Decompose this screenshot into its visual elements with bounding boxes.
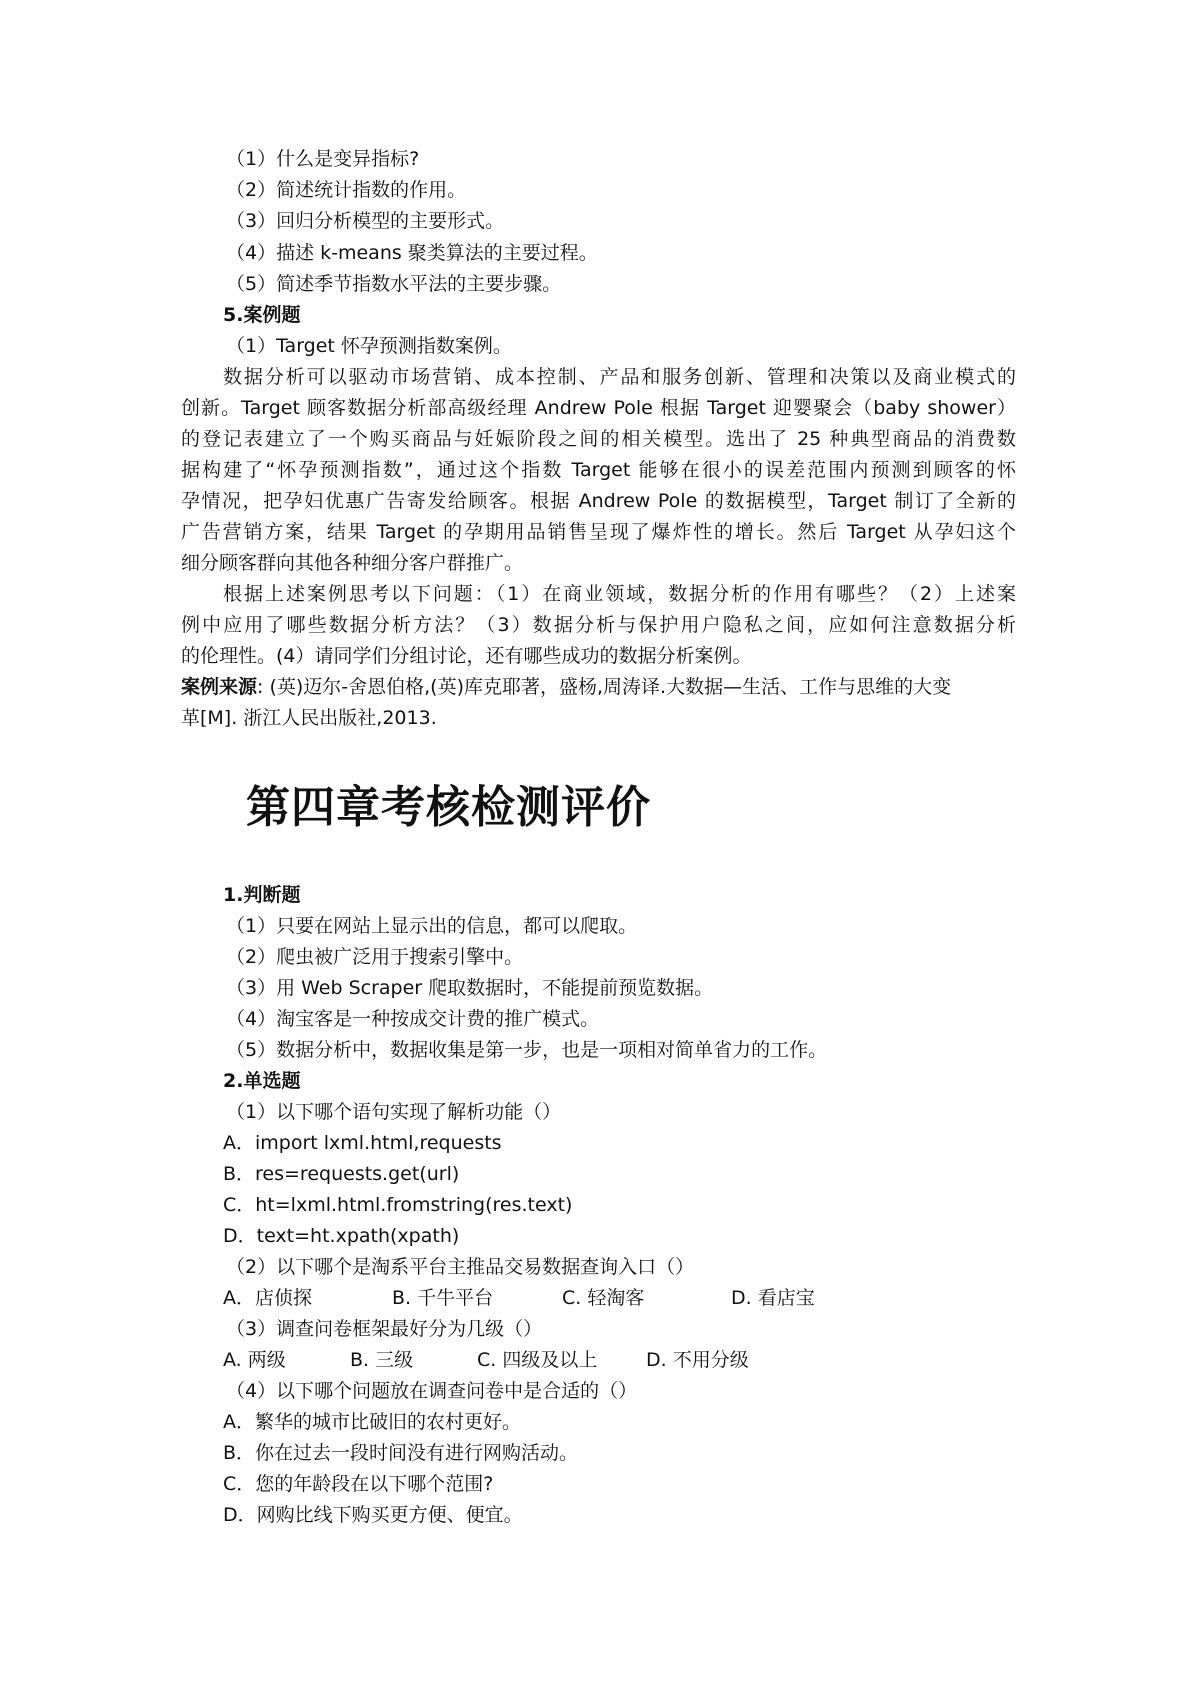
case-source-text: 革[M]. 浙江人民出版社,2013.: [181, 707, 437, 729]
answer-option: D. 看店宝: [731, 1287, 815, 1309]
judge-item: （2）爬虫被广泛用于搜索引擎中。: [226, 946, 524, 968]
case-source: [181, 672, 1016, 703]
question-stem: （2）以下哪个是淘系平台主推品交易数据查询入口（）: [226, 1256, 695, 1278]
case-paragraph-line: 孕情况，把孕妇优惠广告寄发给顾客。根据 Andrew Pole 的数据模型，Target 制订了全新的: [181, 490, 1016, 512]
case-questions-line: 的伦理性。(4）请同学们分组讨论，还有哪些成功的数据分析案例。: [181, 645, 752, 667]
answer-option: A．繁华的城市比破旧的农村更好。: [223, 1411, 521, 1433]
question-item: （2）简述统计指数的作用。: [226, 179, 467, 201]
answer-option: B．res=requests.get(url): [223, 1163, 460, 1185]
question-stem: （3）调查问卷框架最好分为几级（）: [226, 1318, 543, 1340]
question-stem: （4）以下哪个问题放在调查问卷中是合适的（）: [226, 1380, 638, 1402]
answer-option: A．店侦探: [223, 1287, 312, 1309]
case-questions-line: 例中应用了哪些数据分析方法？（3）数据分析与保护用户隐私之间，应如何注意数据分析: [181, 614, 1016, 636]
case-heading: 5.案例题: [223, 304, 301, 326]
answer-option: B. 三级: [350, 1349, 414, 1371]
case-paragraph-line: 广告营销方案，结果 Target 的孕期用品销售呈现了爆炸性的增长。然后 Target 从孕妇这个: [181, 521, 1016, 543]
answer-option: B．你在过去一段时间没有进行网购活动。: [223, 1442, 579, 1464]
judge-item: （4）淘宝客是一种按成交计费的推广模式。: [226, 1008, 600, 1030]
question-item: （1）什么是变异指标?: [226, 148, 420, 170]
answer-option: A．import lxml.html,requests: [223, 1132, 502, 1154]
judge-item: （3）用 Web Scraper 爬取数据时，不能提前预览数据。: [226, 977, 714, 999]
case-paragraph-line: 细分顾客群向其他各种细分客户群推广。: [181, 552, 524, 574]
judge-item: （5）数据分析中，数据收集是第一步，也是一项相对简单省力的工作。: [226, 1039, 828, 1061]
question-item: （4）描述 k-means 聚类算法的主要过程。: [226, 242, 598, 264]
answer-option: C．您的年龄段在以下哪个范围?: [223, 1473, 494, 1495]
answer-option: B. 千牛平台: [392, 1287, 494, 1309]
case-paragraph-line: 据构建了“怀孕预测指数”，通过这个指数 Target 能够在很小的误差范围内预测到顾客的怀: [181, 459, 1016, 481]
question-stem: （1）以下哪个语句实现了解析功能（）: [226, 1101, 562, 1123]
case-paragraph-line: 的登记表建立了一个购买商品与妊娠阶段之间的相关模型。选出了 25 种典型商品的消费数: [181, 428, 1016, 450]
chapter-title: 第四章考核检测评价: [246, 782, 651, 833]
case-source-text: : (英)迈尔-舍恩伯格,(英)库克耶著，盛杨,周涛译.大数据—生活、工作与思维的大变: [257, 676, 952, 698]
answer-option: D. 不用分级: [646, 1349, 749, 1371]
answer-option: A. 两级: [223, 1349, 286, 1371]
judge-item: （1）只要在网站上显示出的信息，都可以爬取。: [226, 915, 638, 937]
judge-heading: 1.判断题: [223, 884, 301, 906]
question-item: （5）简述季节指数水平法的主要步骤。: [226, 273, 562, 295]
case-paragraph-line: 数据分析可以驱动市场营销、成本控制、产品和服务创新、管理和决策以及商业模式的: [223, 366, 1016, 388]
answer-option: C．ht=lxml.html.fromstring(res.text): [223, 1194, 573, 1216]
case-title: （1）Target 怀孕预测指数案例。: [226, 335, 512, 357]
case-source-label: 案例来源: [181, 676, 258, 698]
case-paragraph-line: 创新。Target 顾客数据分析部高级经理 Andrew Pole 根据 Target 迎婴聚会（baby shower）: [181, 397, 1016, 419]
single-choice-heading: 2.单选题: [223, 1070, 301, 1092]
answer-option: D．text=ht.xpath(xpath): [223, 1225, 460, 1247]
question-item: （3）回归分析模型的主要形式。: [226, 210, 505, 232]
answer-option: C. 轻淘客: [562, 1287, 645, 1309]
case-questions-line: 根据上述案例思考以下问题：（1）在商业领域，数据分析的作用有哪些？（2）上述案: [223, 583, 1016, 605]
answer-option: C. 四级及以上: [477, 1349, 598, 1371]
answer-option: D．网购比线下购买更方便、便宜。: [223, 1504, 523, 1526]
